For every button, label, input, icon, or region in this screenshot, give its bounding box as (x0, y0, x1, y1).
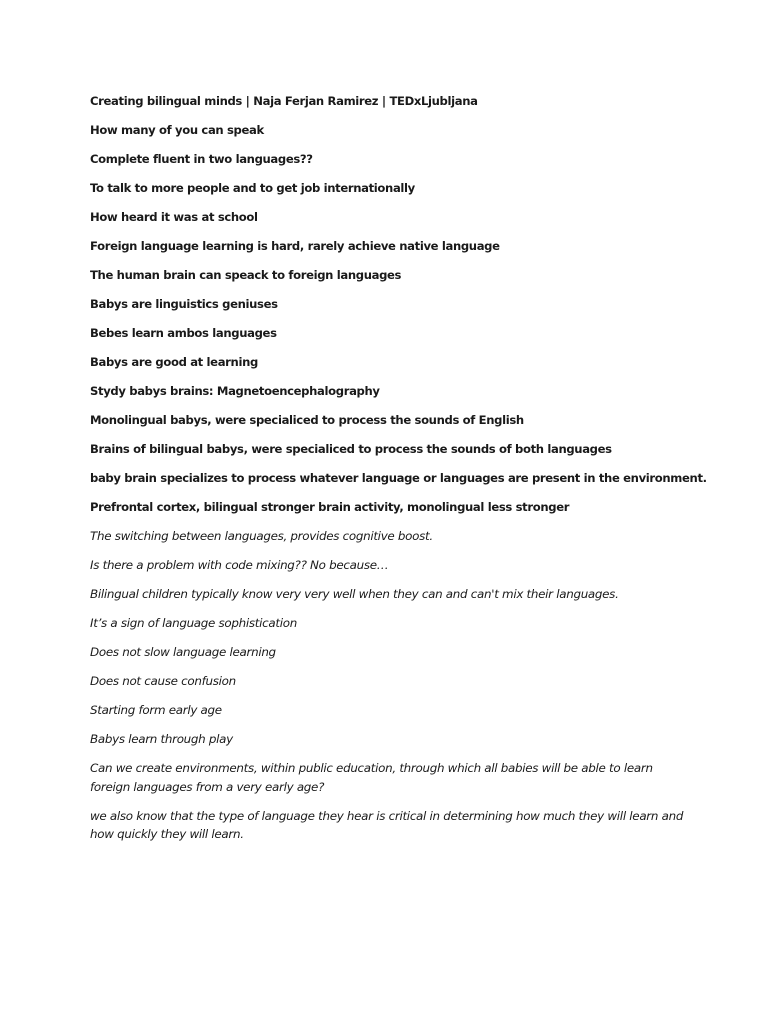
note-line: Babys learn through play (90, 732, 233, 746)
note-line: The switching between languages, provides cognitive boost. (90, 529, 433, 543)
note-line: Can we create environments, within public education, through which all babies will be able to learn foreign languages from a very early age? (90, 761, 653, 794)
note-line: Stydy babys brains: Magnetoencephalography (90, 384, 380, 398)
note-line: Does not slow language learning (90, 645, 276, 659)
note-line: Prefrontal cortex, bilingual stronger brain activity, monolingual less stronger (90, 500, 570, 514)
note-line: Babys are good at learning (90, 355, 258, 369)
note-line: Foreign language learning is hard, rarely achieve native language (90, 239, 500, 253)
document-body (90, 92, 707, 854)
note-line: Complete fluent in two languages?? (90, 152, 313, 166)
note-line: Monolingual babys, were specialiced to process the sounds of English (90, 413, 524, 427)
note-line: we also know that the type of language they hear is critical in determining how much they will learn and how quickly they will learn. (90, 808, 684, 841)
note-line: How many of you can speak (90, 123, 264, 137)
document-title: Creating bilingual minds | Naja Ferjan Ramirez | TEDxLjubljana (90, 94, 478, 108)
note-line: Brains of bilingual babys, were specialiced to process the sounds of both languages (90, 442, 612, 456)
note-line: To talk to more people and to get job internationally (90, 181, 415, 195)
note-line: How heard it was at school (90, 210, 258, 224)
note-line: Babys are linguistics geniuses (90, 297, 278, 311)
note-line: Bebes learn ambos languages (90, 326, 277, 340)
note-line: The human brain can speack to foreign languages (90, 268, 402, 282)
note-line: Is there a problem with code mixing?? No because… (90, 558, 389, 572)
note-line: It’s a sign of language sophistication (90, 616, 297, 630)
note-line: baby brain specializes to process whatever language or languages are present in the environment. (90, 471, 707, 485)
note-line: Does not cause confusion (90, 674, 236, 688)
note-line: Bilingual children typically know very very well when they can and can't mix their languages. (90, 587, 619, 601)
note-line: Starting form early age (90, 703, 222, 717)
